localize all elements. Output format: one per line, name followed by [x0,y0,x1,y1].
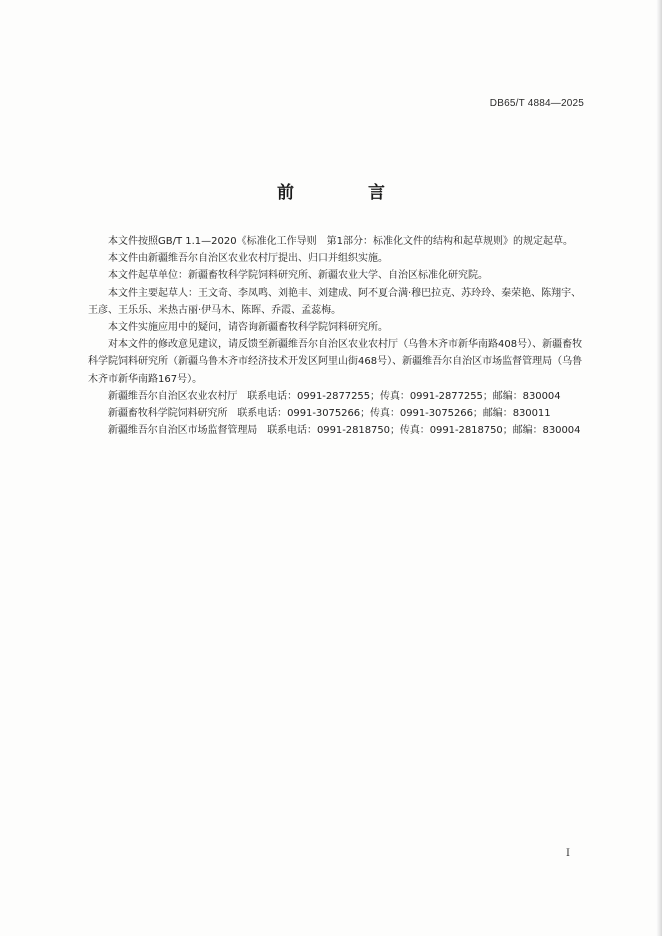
paragraph-inquiries: 本文件实施应用中的疑问，请咨询新疆畜牧科学院饲料研究所。 [108,322,388,334]
paragraph-drafting-units: 本文件起草单位：新疆畜牧科学院饲料研究所、新疆农业大学、自治区标准化研究院。 [108,270,488,282]
contact-line-feed-institute: 新疆畜牧科学院饲料研究所 联系电话：0991-3075266；传真：0991-3075266；邮编：830011 [108,408,551,420]
paragraph-drafting-basis: 本文件按照GB/T 1.1—2020《标准化工作导则 第1部分：标准化文件的结构和起草规则》的规定起草。 [108,236,573,247]
section-title: 前 言 [277,183,419,203]
page-number: I [566,848,570,859]
paragraph-feedback: 对本文件的修改意见建议，请反馈至新疆维吾尔自治区农业农村厅（乌鲁木齐市新华南路408号）、新疆畜牧科学院饲料研究所（新疆乌鲁木齐市经济技术开发区阿里山街468号）、新疆维吾尔自治区市场监督管理局（乌鲁木齐市新华南路167号）。 [88,339,583,385]
paragraph-proposer: 本文件由新疆维吾尔自治区农业农村厅提出、归口并组织实施。 [108,253,388,265]
paragraph-drafters: 本文件主要起草人：王文奇、李凤鸣、刘艳丰、刘建成、阿不夏合满·穆巴拉克、苏玲玲、秦荣艳、陈翔宇、王彦、王乐乐、米热古丽·伊马木、陈晖、乔霞、孟蕊梅。 [88,287,582,316]
contact-line-market-regulation: 新疆维吾尔自治区市场监督管理局 联系电话：0991-2818750；传真：0991-2818750；邮编：830004 [108,425,581,437]
document-code: DB65/T 4884—2025 [489,98,584,109]
scan-edge [656,0,662,936]
foreword-body [88,233,586,439]
contact-line-agriculture-department: 新疆维吾尔自治区农业农村厅 联系电话：0991-2877255；传真：0991-2877255；邮编：830004 [108,390,561,402]
